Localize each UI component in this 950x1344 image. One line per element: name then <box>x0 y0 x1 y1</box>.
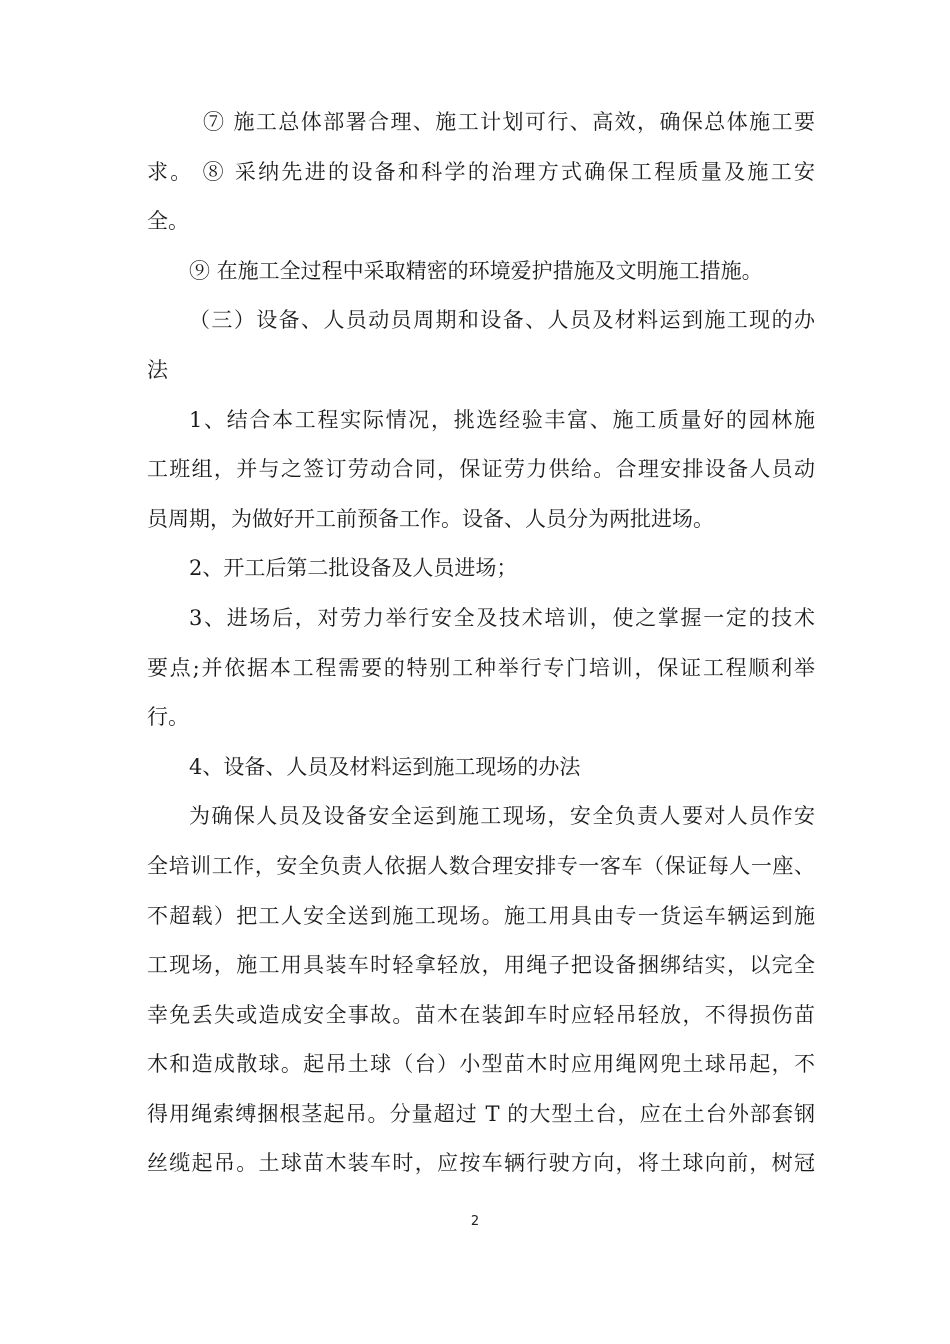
text-line: 求。 ⑧ 采纳先进的设备和科学的治理方式确保工程质量及施工安 <box>147 159 815 184</box>
text-line: 不超载）把工人安全送到施工现场。施工用具由专一货运车辆运到施 <box>147 903 815 928</box>
text-line: ⑨ 在施工全过程中采取精密的环境爱护措施及文明施工措施。 <box>189 258 763 283</box>
text-line: 得用绳索缚捆根茎起吊。分量超过 T 的大型土台，应在土台外部套钢 <box>147 1101 815 1126</box>
text-line: 为确保人员及设备安全运到施工现场，安全负责人要对人员作安 <box>189 804 815 829</box>
text-line: ⑦ 施工总体部署合理、施工计划可行、高效，确保总体施工要 <box>203 110 815 134</box>
text-line: 员周期，为做好开工前预备工作。设备、人员分为两批进场。 <box>147 506 714 531</box>
text-line: 3、进场后，对劳力举行安全及技术培训，使之掌握一定的技术 <box>189 605 815 630</box>
body-text <box>147 98 815 1189</box>
page-number: 2 <box>470 1214 480 1229</box>
text-line: 全。 <box>147 209 189 234</box>
text-line: 木和造成散球。起吊土球（台）小型苗木时应用绳网兜土球吊起，不 <box>147 1052 815 1077</box>
text-line: 4、设备、人员及材料运到施工现场的办法 <box>189 754 581 779</box>
section-heading: （三）设备、人员动员周期和设备、人员及材料运到施工现的办 <box>189 308 815 333</box>
text-line: 工现场，施工用具装车时轻拿轻放，用绳子把设备捆绑结实，以完全 <box>147 953 815 978</box>
text-line: 要点;并依据本工程需要的特别工种举行专门培训，保证工程顺利举 <box>147 655 815 680</box>
text-line: 丝缆起吊。土球苗木装车时，应按车辆行驶方向，将土球向前，树冠 <box>147 1151 815 1176</box>
section-heading: 法 <box>147 357 168 382</box>
text-line: 工班组，并与之签订劳动合同，保证劳力供给。合理安排设备人员动 <box>147 457 815 482</box>
text-line: 1、结合本工程实际情况，挑选经验丰富、施工质量好的园林施 <box>189 407 815 432</box>
text-line: 行。 <box>147 705 189 730</box>
text-line: 2、开工后第二批设备及人员进场； <box>189 556 518 581</box>
text-line: 全培训工作，安全负责人依据人数合理安排专一客车（保证每人一座、 <box>147 853 815 878</box>
text-line: 幸免丢失或造成安全事故。苗木在装卸车时应轻吊轻放，不得损伤苗 <box>147 1002 815 1027</box>
